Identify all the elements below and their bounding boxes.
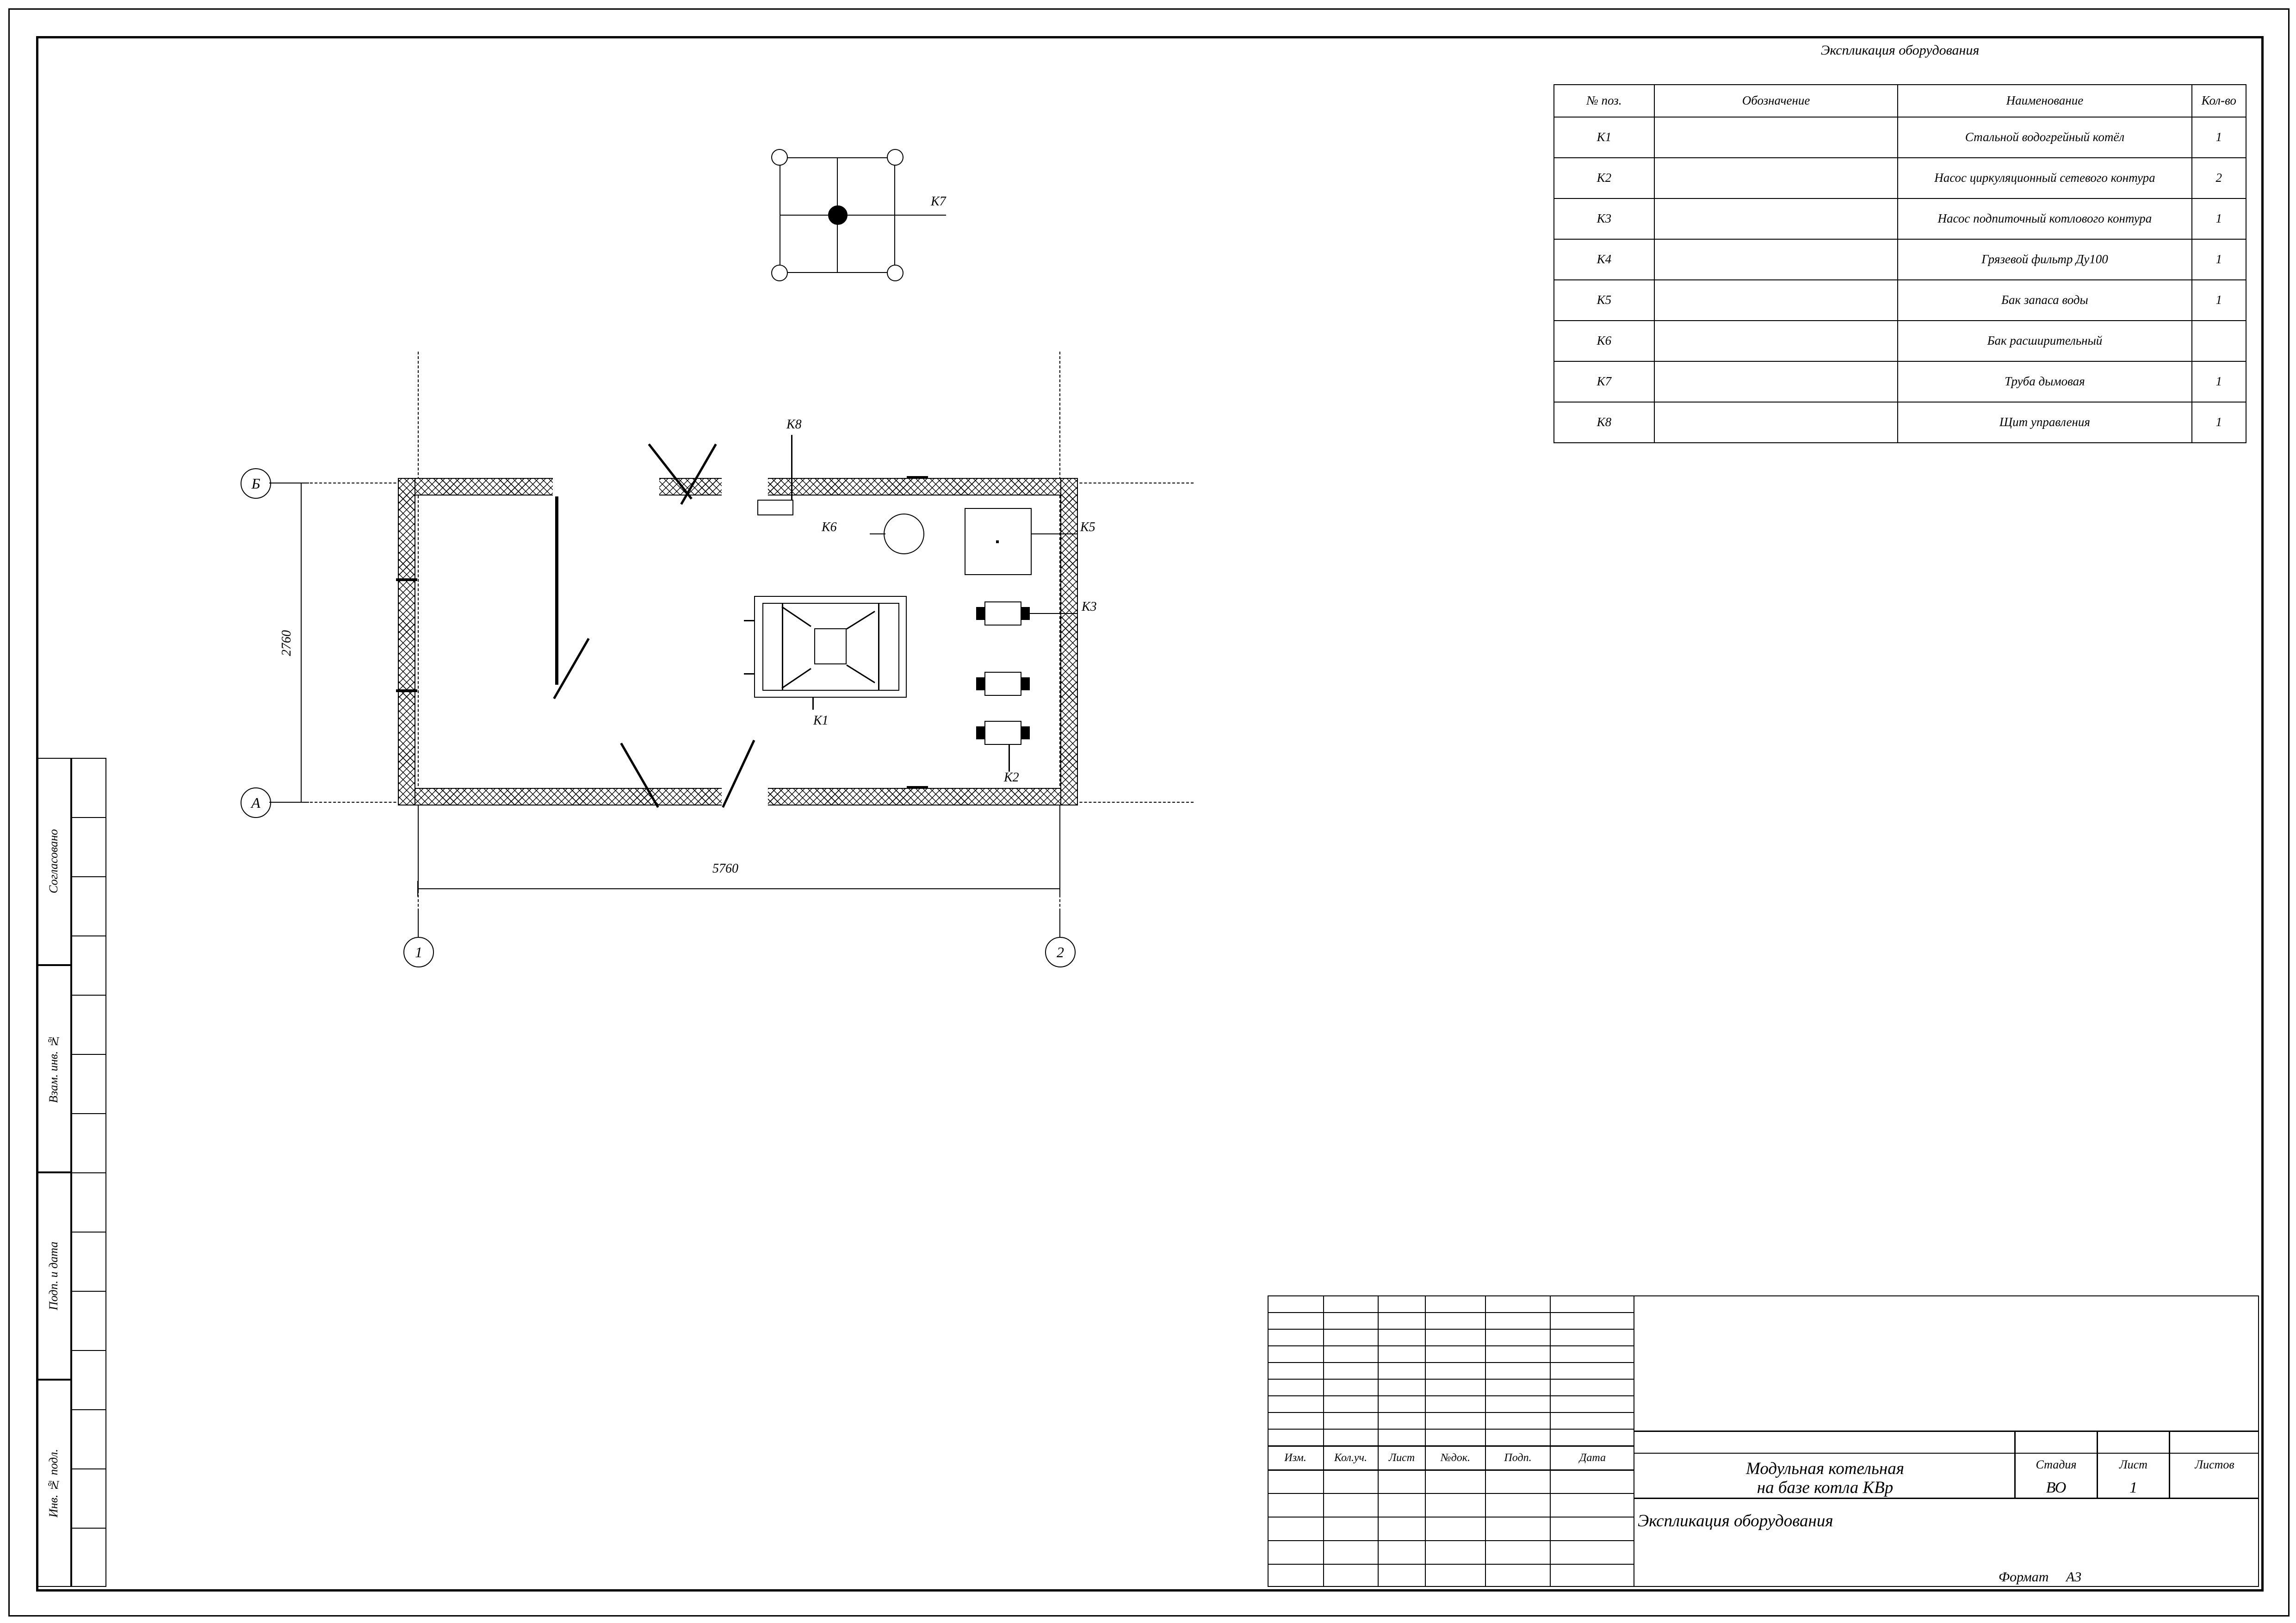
- pump-k2-flange-1a: [976, 677, 985, 690]
- label-k1: К1: [813, 713, 829, 728]
- spec-cell-pos: К1: [1554, 117, 1654, 158]
- k6-leader: [870, 533, 885, 534]
- tb-rev-header-podp: Подп.: [1504, 1451, 1532, 1464]
- tb-rev-header-list: Лист: [1388, 1451, 1415, 1464]
- spec-cell-qty: 1: [2192, 239, 2246, 280]
- door-leaf-2: [680, 444, 717, 505]
- tb-rev-col: [1425, 1295, 1426, 1587]
- dim-value-width: 5760: [712, 861, 738, 876]
- tb-rev-col: [1323, 1295, 1324, 1587]
- tb-rev-rule: [1268, 1540, 1634, 1541]
- tb-rev-rule: [1268, 1379, 1634, 1380]
- tb-rev-rule: [1268, 1312, 1634, 1313]
- tb-rev-rule: [1268, 1493, 1634, 1494]
- pump-k2-flange-1b: [1021, 677, 1030, 690]
- format-label: Формат: [1999, 1569, 2049, 1585]
- tb-rev-col: [1550, 1295, 1551, 1587]
- spec-cell-name: Стальной водогрейный котёл: [1898, 117, 2191, 158]
- spec-cell-pos: К8: [1554, 402, 1654, 443]
- boiler-k1-div1: [782, 603, 783, 691]
- tb-rev-header-data: Дата: [1579, 1451, 1606, 1464]
- door-opening-inner2: [553, 477, 659, 496]
- left-stamp-label-date: Подп. и дата: [47, 1241, 60, 1311]
- label-k8: К8: [786, 417, 802, 432]
- k3-leader: [1021, 613, 1077, 614]
- spec-cell-qty: 1: [2192, 280, 2246, 321]
- tb-rev-header-doc: №док.: [1441, 1451, 1470, 1464]
- spec-cell-pos: К3: [1554, 198, 1654, 239]
- spec-cell-qty: 1: [2192, 361, 2246, 402]
- label-k3: К3: [1082, 600, 1097, 614]
- format-note: [1999, 1569, 2081, 1585]
- tb-revision-grid: [1268, 1295, 1634, 1587]
- door-opening-inner: [553, 685, 659, 704]
- tb-drawing-name: Экспликация оборудования: [1638, 1511, 1833, 1531]
- tb-rev-col: [1485, 1295, 1486, 1587]
- label-k5: К5: [1080, 520, 1095, 534]
- boiler-k1-core: [814, 628, 847, 664]
- chimney-leader: [895, 215, 946, 216]
- spec-cell-pos: К7: [1554, 361, 1654, 402]
- tb-right-rule-1: [1634, 1431, 2259, 1432]
- dim-line-horizontal: [418, 888, 1060, 889]
- expansion-tank-k6: [884, 514, 924, 554]
- wall-mark-west-2: [396, 689, 417, 692]
- spec-cell-name: Щит управления: [1898, 402, 2191, 443]
- tb-rev-rule: [1268, 1412, 1634, 1413]
- boiler-k1-nozzle-3: [812, 698, 814, 710]
- wall-west: [398, 478, 415, 805]
- tb-stage-header: Стадия: [2036, 1458, 2077, 1472]
- tb-rev-rule: [1268, 1564, 1634, 1565]
- spec-cell-name: Труба дымовая: [1898, 361, 2191, 402]
- spec-cell-name: Грязевой фильтр Ду100: [1898, 239, 2191, 280]
- wall-mark-west-1: [396, 578, 417, 581]
- axis-bubble-2: 2: [1045, 937, 1076, 967]
- boiler-k1-nozzle-2: [744, 673, 755, 675]
- format-value: А3: [2066, 1569, 2082, 1585]
- spec-cell-name: Насос циркуляционный сетевого контура: [1898, 158, 2191, 198]
- pump-k2-body-2: [984, 721, 1021, 745]
- label-k7: К7: [931, 194, 946, 209]
- chimney-pipe-icon: [828, 205, 848, 225]
- axis-a-tail: [269, 802, 297, 803]
- tb-rev-rule: [1268, 1345, 1634, 1346]
- wall-partition: [555, 490, 558, 685]
- tb-sheets-header: Листов: [2195, 1458, 2234, 1472]
- chimney-bolt-icon: [771, 265, 788, 281]
- k2-leader: [1009, 745, 1010, 772]
- tb-rev-col: [1378, 1295, 1379, 1587]
- wall-mark-north-1: [907, 476, 928, 479]
- tb-rev-header-izm: Изм.: [1284, 1451, 1306, 1464]
- water-tank-center: [996, 540, 999, 543]
- control-panel-k8: [757, 500, 793, 515]
- spec-table-title: Экспликация оборудования: [1820, 43, 1980, 58]
- left-stamp-label-inv: Инв. № подл.: [47, 1449, 60, 1518]
- label-k2: К2: [1004, 770, 1019, 785]
- chimney-bolt-icon: [887, 265, 904, 281]
- dim-tick-v-bottom: [293, 802, 309, 803]
- boiler-k1-div2: [878, 603, 879, 691]
- door-opening-north: [722, 477, 768, 496]
- chimney-bolt-icon: [887, 149, 904, 166]
- dim-value-height: 2760: [279, 630, 294, 656]
- axis-2-tail: [1059, 911, 1060, 937]
- axis-1-tail: [418, 911, 419, 937]
- dim-line-vertical: [301, 483, 302, 803]
- tb-stage-value: ВО: [2046, 1479, 2067, 1496]
- wall-east: [1060, 478, 1078, 805]
- tb-rev-header-kol: Кол.уч.: [1334, 1451, 1367, 1464]
- spec-cell-pos: К2: [1554, 158, 1654, 198]
- spec-col-qty: Кол-во: [2192, 85, 2246, 117]
- spec-cell-pos: К4: [1554, 239, 1654, 280]
- chimney-bolt-icon: [771, 149, 788, 166]
- tb-rev-rule: [1268, 1517, 1634, 1518]
- ext-line-left: [418, 805, 419, 893]
- tb-rev-rule: [1268, 1429, 1634, 1430]
- tb-project-line1: Модульная котельная: [1746, 1459, 1904, 1478]
- tb-sheet-header: Лист: [2119, 1458, 2147, 1472]
- pump-k2-flange-2a: [976, 726, 985, 739]
- axis-bubble-1: 1: [403, 937, 434, 967]
- spec-col-designation: Обозначение: [1654, 85, 1898, 117]
- left-stamp-label-vzam: Взам. инв. №: [47, 1035, 60, 1103]
- boiler-k1-nozzle-1: [744, 620, 755, 621]
- ext-line-right: [1059, 805, 1060, 893]
- pump-k3-flange: [976, 607, 985, 620]
- tb-sheet-value: 1: [2129, 1479, 2137, 1496]
- k5-leader: [1032, 533, 1078, 534]
- spec-cell-name: Бак расширительный: [1898, 321, 2191, 361]
- tb-rev-rule: [1268, 1329, 1634, 1330]
- spec-col-pos: № поз.: [1554, 85, 1654, 117]
- pump-k2-flange-2b: [1021, 726, 1030, 739]
- label-k6: К6: [822, 520, 837, 534]
- spec-cell-name: Насос подпиточный котлового контура: [1898, 198, 2191, 239]
- spec-cell-qty: 1: [2192, 198, 2246, 239]
- tb-rev-rule: [1268, 1395, 1634, 1396]
- axis-bubble-a: А: [241, 787, 271, 818]
- tb-project-line2: на базе котла КВр: [1757, 1478, 1894, 1497]
- spec-cell-pos: К5: [1554, 280, 1654, 321]
- k8-leader: [791, 435, 792, 500]
- spec-cell-qty: 1: [2192, 117, 2246, 158]
- tb-rev-rule: [1268, 1469, 1634, 1471]
- title-block: [1268, 1295, 2259, 1587]
- spec-cell-qty: 2: [2192, 158, 2246, 198]
- axis-bubble-b: Б: [241, 468, 271, 499]
- tb-sheets-value: [2170, 1477, 2259, 1499]
- tb-project-name: [1638, 1457, 2012, 1499]
- spec-cell-qty: 1: [2192, 402, 2246, 443]
- wall-mark-south-1: [907, 786, 928, 789]
- spec-cell-pos: К6: [1554, 321, 1654, 361]
- pump-k2-body-1: [984, 672, 1021, 696]
- tb-rev-rule: [1268, 1362, 1634, 1363]
- spec-cell-name: Бак запаса воды: [1898, 280, 2191, 321]
- left-stamp-label-soglas: Согласовано: [47, 829, 60, 894]
- pump-k3-body: [984, 601, 1021, 626]
- spec-col-name: Наименование: [1898, 85, 2191, 117]
